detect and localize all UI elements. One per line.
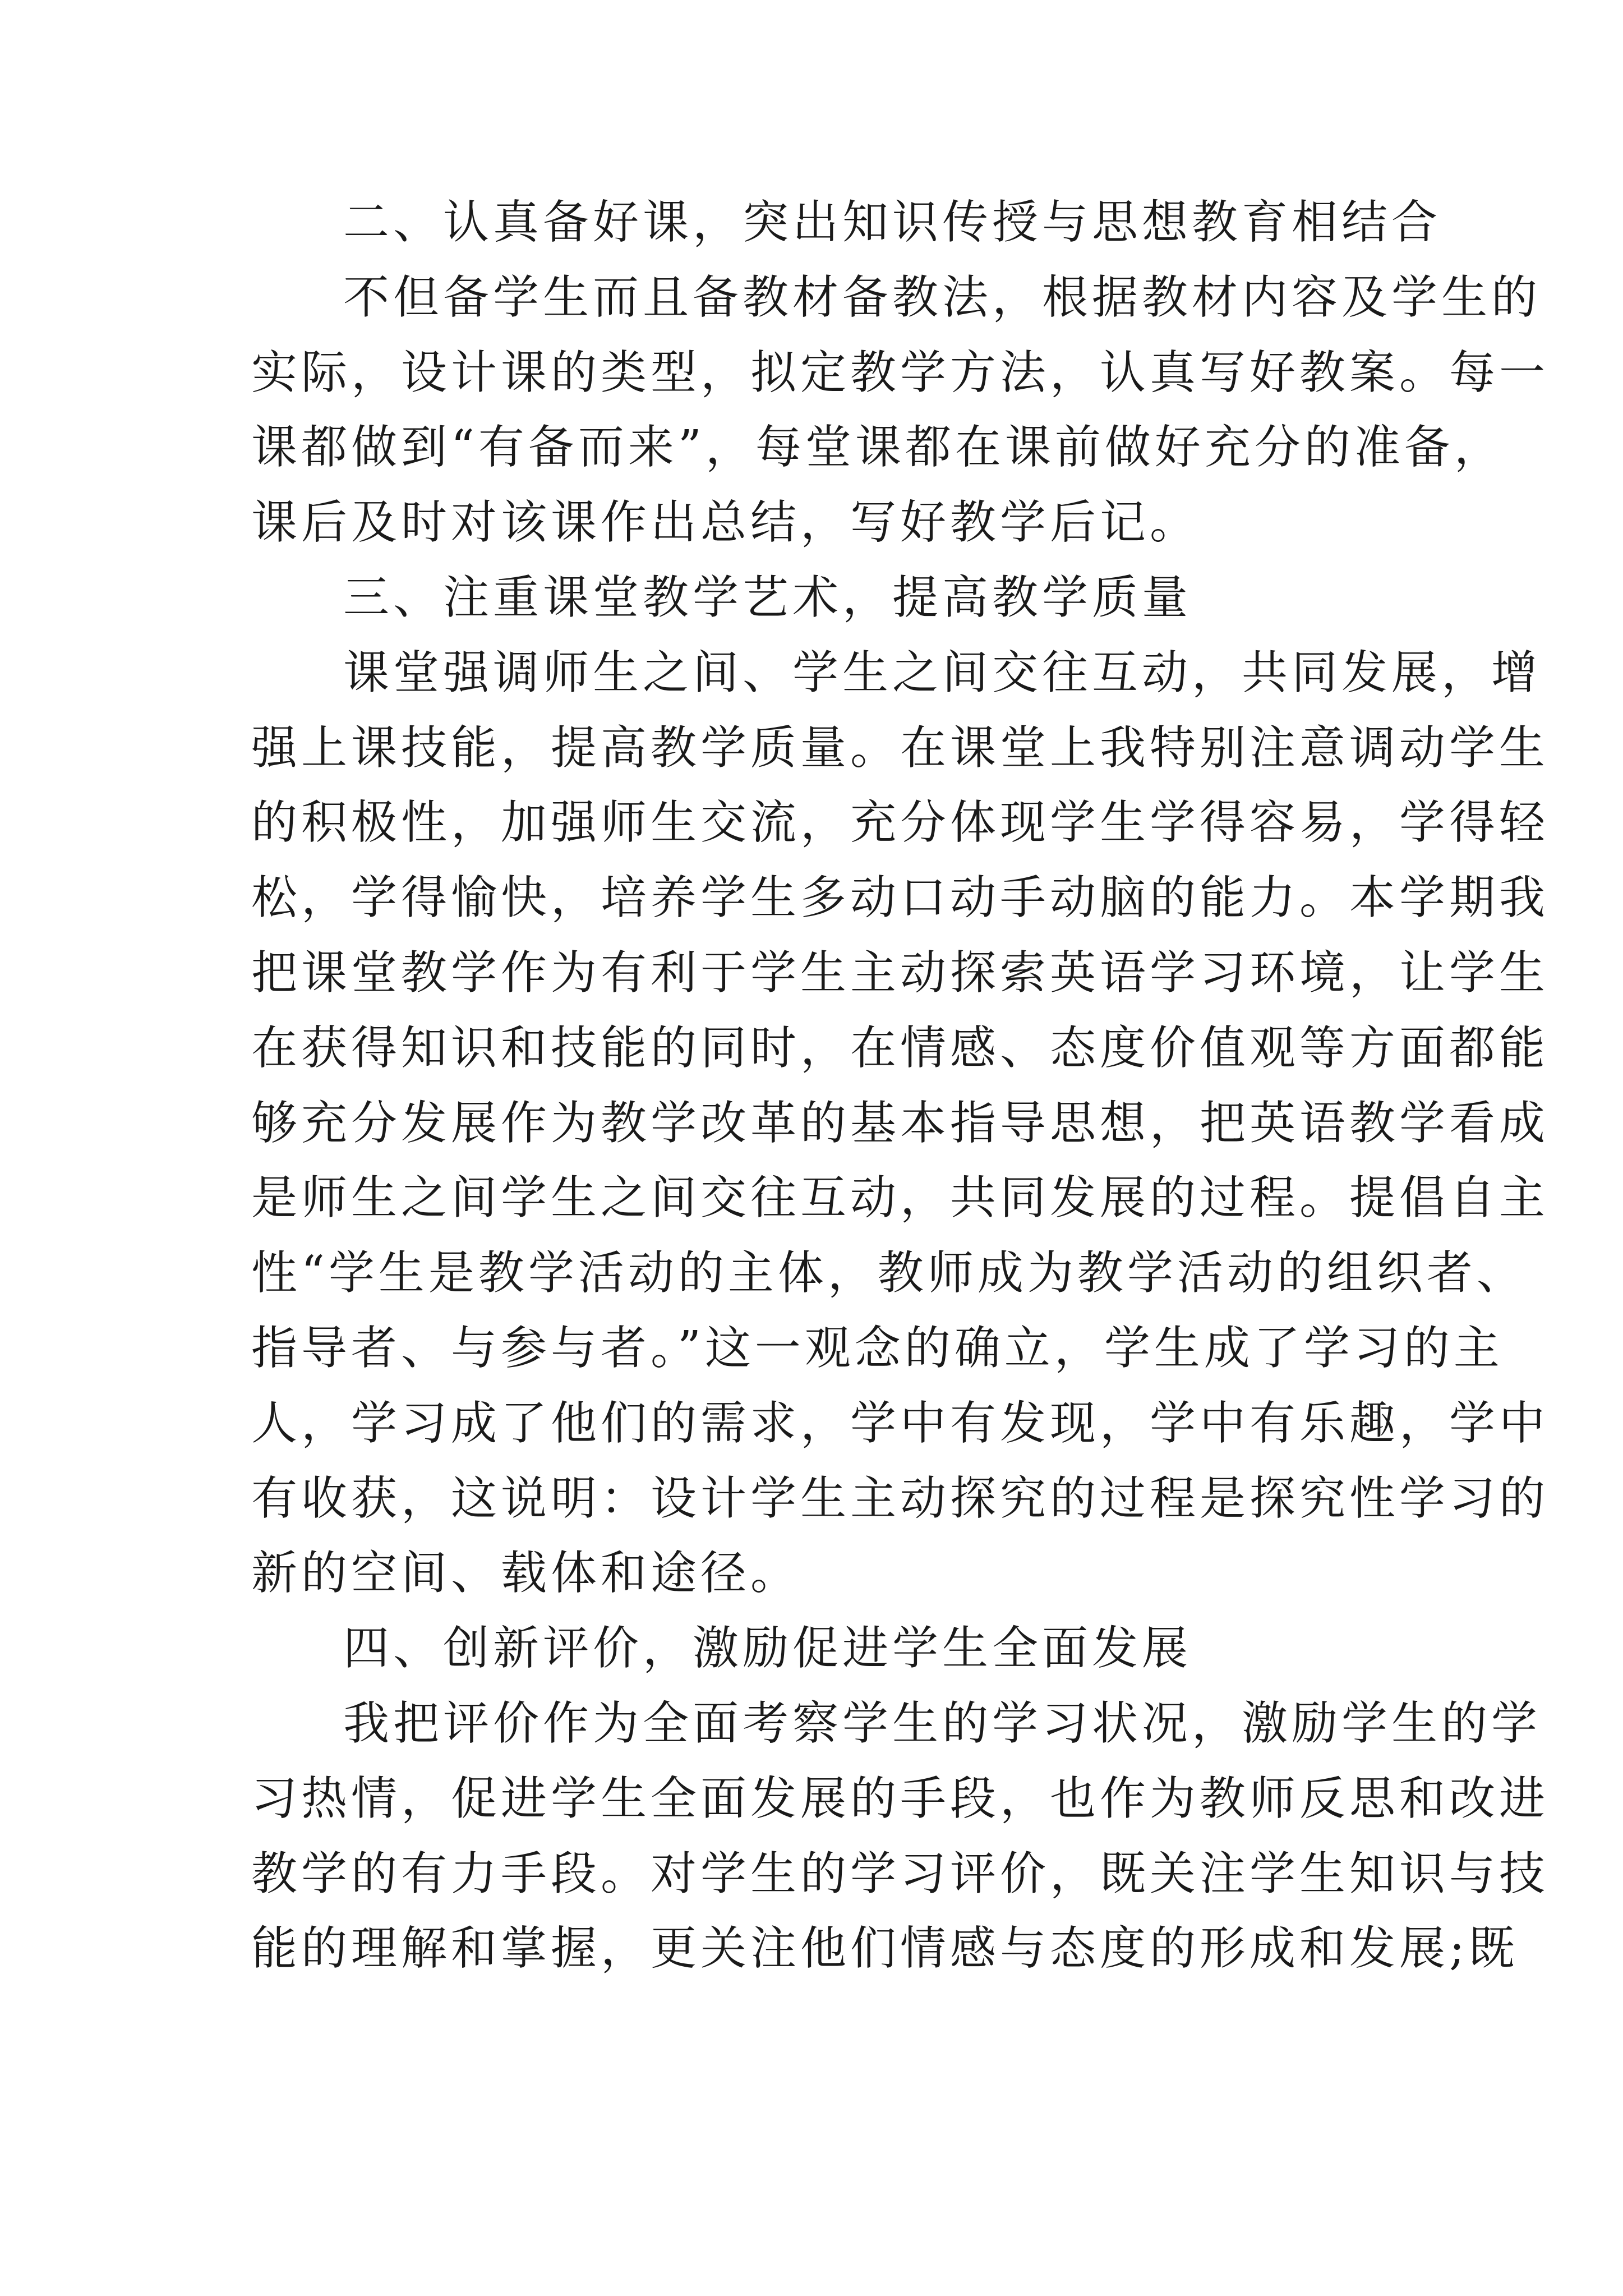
paragraph-line: 的积极性，加强师生交流，充分体现学生学得容易，学得轻 xyxy=(251,796,1550,850)
section-heading-3: 三、注重课堂教学艺术，提高教学质量 xyxy=(343,570,1192,624)
paragraph-line: 是师生之间学生之间交往互动，共同发展的过程。提倡自主 xyxy=(251,1171,1550,1225)
section-heading-2: 二、认真备好课，突出知识传授与思想教育相结合 xyxy=(343,196,1442,249)
paragraph-line: 指导者、与参与者。”这一观念的确立，学生成了学习的主 xyxy=(251,1321,1504,1375)
paragraph-line: 教学的有力手段。对学生的学习评价，既关注学生知识与技 xyxy=(251,1847,1550,1901)
paragraph-line: 能的理解和掌握，更关注他们情感与态度的形成和发展;既 xyxy=(251,1922,1519,1976)
section-heading-4: 四、创新评价，激励促进学生全面发展 xyxy=(343,1622,1192,1676)
paragraph-line: 在获得知识和技能的同时，在情感、态度价值观等方面都能 xyxy=(251,1021,1550,1075)
paragraph-line: 实际，设计课的类型，拟定教学方法，认真写好教案。每一 xyxy=(251,346,1550,399)
paragraph-line: 课堂强调师生之间、学生之间交往互动，共同发展，增 xyxy=(343,646,1542,700)
paragraph-line: 课后及时对该课作出总结，写好教学后记。 xyxy=(251,496,1200,550)
paragraph-line: 松，学得愉快，培养学生多动口动手动脑的能力。本学期我 xyxy=(251,871,1550,925)
paragraph-line: 够充分发展作为教学改革的基本指导思想，把英语教学看成 xyxy=(251,1096,1550,1150)
paragraph-line: 人，学习成了他们的需求，学中有发现，学中有乐趣，学中 xyxy=(251,1396,1550,1450)
paragraph-line: 我把评价作为全面考察学生的学习状况，激励学生的学 xyxy=(343,1696,1542,1750)
paragraph-line: 新的空间、载体和途径。 xyxy=(251,1547,801,1600)
document-body xyxy=(251,185,1550,1986)
paragraph-line: 习热情，促进学生全面发展的手段，也作为教师反思和改进 xyxy=(251,1772,1550,1825)
paragraph-line: 有收获，这说明：设计学生主动探究的过程是探究性学习的 xyxy=(251,1471,1550,1525)
paragraph-line: 不但备学生而且备教材备教法，根据教材内容及学生的 xyxy=(343,270,1542,324)
paragraph-line: 把课堂教学作为有利于学生主动探索英语学习环境，让学生 xyxy=(251,946,1550,1000)
paragraph-line: 课都做到“有备而来”，每堂课都在课前做好充分的准备， xyxy=(251,421,1504,475)
paragraph-line: 强上课技能，提高教学质量。在课堂上我特别注意调动学生 xyxy=(251,721,1550,775)
paragraph-line: 性“学生是教学活动的主体，教师成为教学活动的组织者、 xyxy=(251,1246,1527,1300)
